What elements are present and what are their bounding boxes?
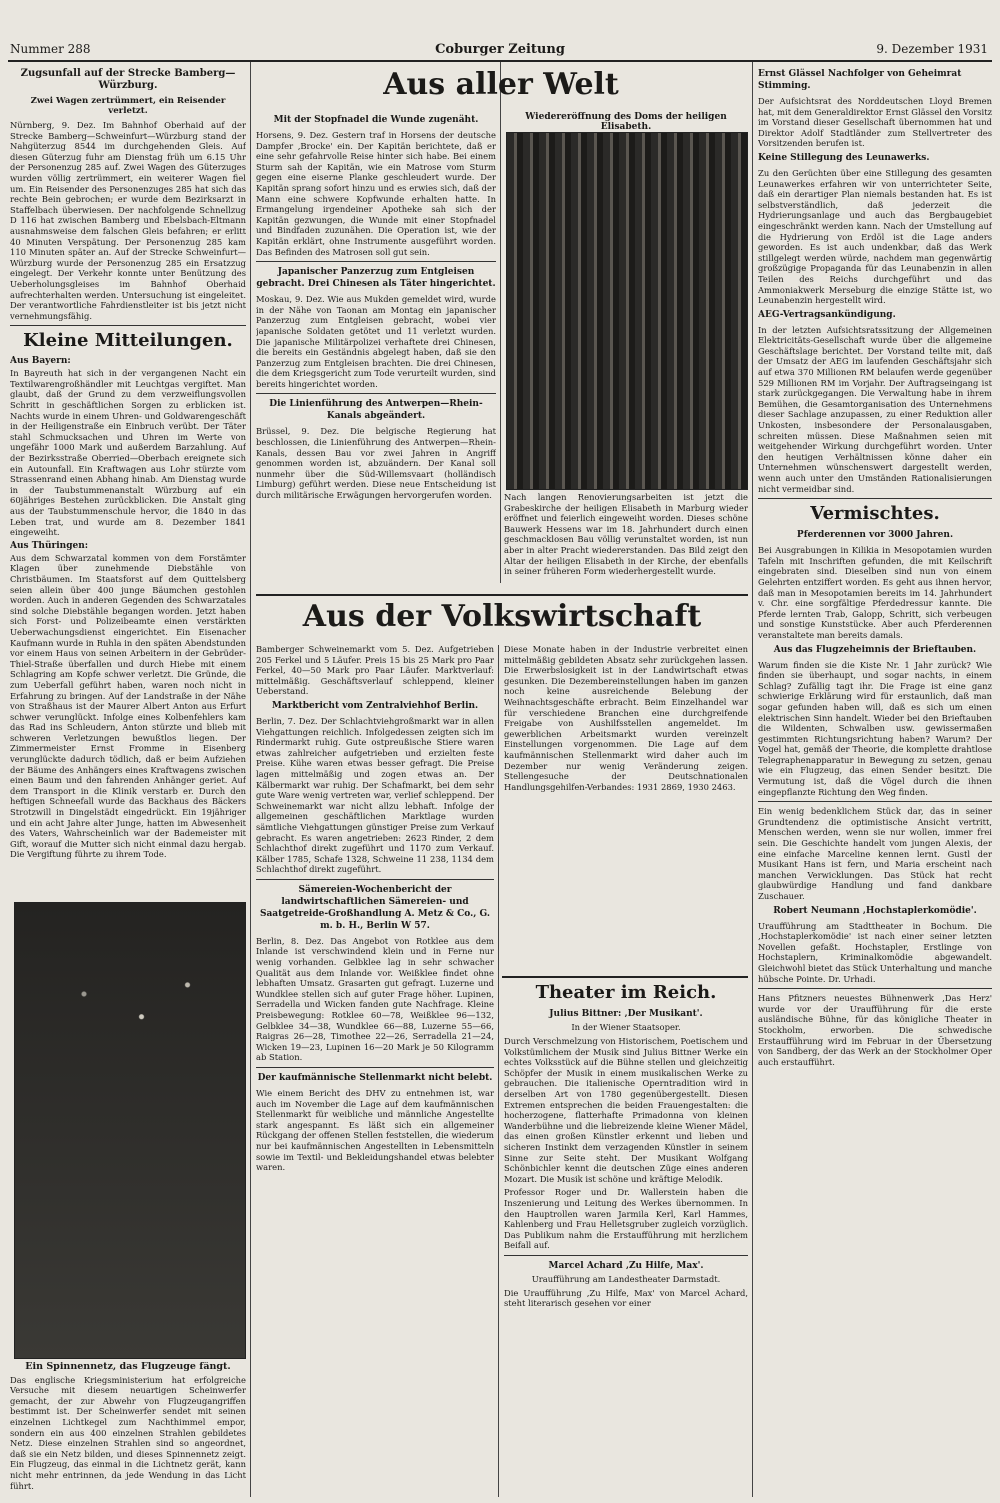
article-rule [256,261,496,262]
searchlight-net-photo [14,902,246,1359]
economy-column-b [504,644,748,974]
article-body: Bei Ausgrabungen in Kilikia in Mesopotamien wurden Tafeln mit Inschriften gefunden, die mit Keilschrift eingebraten sind. Dieselben sind nun von einem Gelehrten entziffert worden. Es geht aus ihnen hervor, daß man in Mesopotamien bereits im 14. Jahrhundert v. Chr. eine sorgfältige Pferdedressur kannte. Die Pferde lernten Trab, Galopp, Schritt, sich verbeugen und sonstige Kunststücke. Aber auch Pferderennen veranstaltete man bereits damals. [758,545,992,640]
article-body: Ein wenig bedenklichem Stück dar, das in seiner Grundtendenz die optimistische Ansicht vertritt, Menschen werden, wenn sie nur wollen, immer frei sein. Die Geschichte handelt vom jungen Alexis, der eine einfache Marceline kennen lernt. Gustl der Musikant Hans ist fern, und Maria erscheint nach manchen Verwicklungen. Das Stück hat recht glaubwürdige Handlung und fand dankbare Zuschauer. [758,806,992,901]
column-1 [10,66,246,894]
caption-title: Ein Spinnennetz, das Flugzeuge fängt. [25,1362,231,1372]
article-headline: Der kaufmännische Stellenmarkt nicht belebt. [257,1073,493,1083]
article-headline: Sämereien-Wochenbericht der landwirtschaftlichen Sämereien- und Saatgetreide-Großhandlung A. Metz & Co., G. m. b. H., Berlin W 57. [259,884,491,931]
article-body: Horsens, 9. Dez. Gestern traf in Horsens der deutsche Dampfer ‚Brocke' ein. Der Kapitän berichtete, daß er eine sehr gefahrvolle Reise hinter sich habe. Bei einem Sturm sah der Kapitän, wie ein Matrose vom Sturm gegen eine eiserne Planke geschleudert wurde. Der Kapitän sprang sofort hinzu und es erwies sich, daß der Mann eine schwere Kopfwunde erhalten hatte. In Ermangelung irgendeiner Apotheke sah sich der Kapitän gezwungen, die Wunde mit einer Stopfnadel und Bindfaden zuzunähen. Die Operation ist, wie der Kapitän erklärt, ohne Instrumente ausgeführt worden. Das Befinden des Matrosen soll gut sein. [256,130,496,257]
section-rule [10,325,246,326]
article-body: Wie einem Bericht des DHV zu entnehmen ist, war auch im November die Lage auf dem kaufmännischen Stellenmarkt für weibliche und männliche Angestellte stark angespannt. Es läßt sich ein allgemeiner Rückgang der offenen Stellen feststellen, die wiederum nur bei kaufmännischen Angestellten in Lebensmitteln sowie im Textil- und Bekleidungshandel etwas belebter waren. [256,1088,494,1173]
article-rule [256,1067,494,1068]
article-body: Hans Pfitzners neuestes Bühnenwerk ‚Das Herz' wurde vor der Uraufführung für die erste ausländische Bühne, für das königliche Theater in Stockholm, erworben. Die schwedische Erstaufführung wird im Februar in der Übersetzung von Sandberg, der das Werk an der Stockholmer Oper auch erstaufführt. [758,993,992,1067]
issue-date: 9. Dezember 1931 [876,42,988,56]
article-headline: Marcel Achard ‚Zu Hilfe, Max'. [548,1260,704,1271]
altar-photo [506,132,748,490]
article-rule [504,1255,748,1256]
region-heading: Aus Bayern: [10,356,71,367]
article-body: Zu den Gerüchten über eine Stillegung des gesamten Leunawerkes erfahren wir von unterrichteter Seite, daß ein derartiger Plan niemals bestanden hat. Es ist selbstverständlich, daß jederzeit die Hydrierungsanlage und auch das Bergbaugebiet eingeschränkt werden kann. Nach der Umstellung auf die Hydrierung von Erdöl ist die Lage anders geworden. Es ist auch undenkbar, daß das Werk stillgelegt werden würde, nachdem man gegenwärtig großzügige Propaganda für das Leunabenzin in allen Teilen des Reichs durchgeführt und das Ammoniakwerk Merseburg die einzige Stätte ist, wo Leunabenzin hergestellt wird. [758,167,992,306]
column-divider [500,62,501,583]
photo-headline: Wiedereröffnung des Doms der heiligen Elisabeth. [525,112,727,132]
article-rule [758,988,992,989]
column-4 [758,66,992,1496]
article-headline: Marktbericht vom Zentralviehhof Berlin. [271,700,479,711]
section-banner [256,66,746,110]
article-headline: Ernst Glässel Nachfolger von Geheimrat Stimming. [758,69,962,91]
column-divider [250,62,251,1497]
article-subheadline: Uraufführung am Landestheater Darmstadt. [531,1273,721,1284]
article-headline: Aus das Flugzeheimnis der Brieftauben. [773,644,977,655]
economy-column-a [256,644,494,1496]
article-body: Moskau, 9. Dez. Wie aus Mukden gemeldet wird, wurde in der Nähe von Taonan am Montag ein japanischer Panzerzug zum Entgleisen gebracht, wobei vier japanische Soldaten getötet und 11 verletzt wurden. Die japanische Militärpolizei verhaftete drei Chinesen, die bereits ein Geständnis abgelegt haben, daß sie den Panzerzug zum Entgleisen brachten. Die drei Chinesen, die dem Kriegsgericht zum Tode verurteilt wurden, sind bereits hingerichtet worden. [256,294,496,389]
article-body: Diese Monate haben in der Industrie verbreitet einen mittelmäßig gebildeten Absatz sehr zurückgehen lassen. Die Erwerbslosigkeit ist in der Landwirtschaft etwas gesunken. Die Dezembereinstellungen haben im ganzen noch keine ausreichende Belebung der Weihnachtsgeschäfte erbracht. Beim Einzelhandel war für verschiedene Branchen eine durchgreifende Freigabe von Aushilfsstellen angemeldet. Im gewerblichen Arbeitsmarkt wurden vereinzelt Einstellungen vorgenommen. Die Lage auf dem kaufmännischen Stellenmarkt wird daher auch im Dezember nur wenig Veränderung zeigen. Stellengesuche der Deutschnationalen Handlungsgehilfen-Verbandes: 1931 2869, 1930 2463. [504,644,748,792]
article-body: Nürnberg, 9. Dez. Im Bahnhof Oberhaid auf der Strecke Bamberg—Schweinfurt—Würzburg stand der Nahgüterzug 8544 im durchgehenden Gleis. Auf diesen Güterzug fuhr am Dienstag früh um 6.15 Uhr der Personenzug 285 auf. Zwei Wagen des Güterzuges wurden völlig zertrümmert, ein weiterer Wagen fiel um. Ein Reisender des Personenzuges 285 hat sich das rechte Bein gebrochen; er wurde dem Bezirksarzt in Staffelbach überwiesen. Der nachfolgende Schnellzug D 116 hat zwischen Bamberg und Ebelsbach-Eltmann ausnahmsweise dem falschen Gleis befahren; er erlitt 40 Minuten Verspätung. Der Personenzug 285 kam 110 Minuten später an. Auf der Strecke Schweinfurt—Würzburg wurde der Personenzug 285 ein Ersatzzug eingelegt. Der Verkehr konnte unter Benützung des Ueberholungsgleises im Bahnhof Oberhaid aufrechterhalten werden. Untersuchung ist eingeleitet. Der verantwortliche Fahrdienstleiter ist bis jetzt nicht vernehmungsfähig. [10,120,246,321]
article-headline: Robert Neumann ‚Hochstaplerkomödie'. [773,905,977,916]
theater-column [504,980,748,1496]
article-headline: Japanischer Panzerzug zum Entgleisen gebracht. Drei Chinesen als Täter hingerichtet. [256,267,496,290]
article-body: Die Uraufführung ‚Zu Hilfe, Max' von Marcel Achard, steht literarisch gesehen vor einer [504,1287,748,1309]
article-headline: Mit der Stopfnadel die Wunde zugenäht. [273,115,479,125]
article-body: In der letzten Aufsichtsratssitzung der Allgemeinen Elektricitäts-Gesellschaft wurde über die allgemeine Geschäftslage berichtet. Der Vorstand teilte mit, daß der Umsatz der AEG im laufenden Geschäftsjahr sich auf etwa 370 Millionen RM belaufen werde gegenüber 529 Millionen RM im Vorjahr. Der Auftragseingang ist stark zurückgegangen. Die Verwaltung habe in ihrem Bemühen, die Gesamtorganisation des Unternehmens dieser Sachlage anzupassen, zu einer Reduktion aller Unkosten, insbesondere der Personalausgaben, schreiten müssen. Diese Maßnahmen seien mit weitgehender Wirkung durchgeführt worden. Unter den heutigen Verhältnissen könne daher ein Unternehmen wünschenswert dargestellt werden, wenn auch unter den Umständen Rationalisierungen nicht vermeidbar sind. [758,324,992,494]
article-body: Bamberger Schweinemarkt vom 5. Dez. Aufgetrieben 205 Ferkel und 5 Läufer. Preis 15 bis 25 Mark pro Paar Ferkel, 40—50 Mark pro Paar Läufer. Marktverlauf: mittelmäßig. Geschäftsverlauf schleppend, kleiner Ueberstand. [256,644,494,697]
article-body: Brüssel, 9. Dez. Die belgische Regierung hat beschlossen, die Linienführung des Antwerpen—Rhein-Kanals, dessen Bau vor zwei Jahren in Angriff genommen worden ist, abzuändern. Der Kanal soll nunmehr über die Süd-Willemsvaart (holländisch Limburg) geführt werden. Diese neue Entscheidung ist durch militärische Erwägungen hervorgerufen worden. [256,426,496,501]
article-headline: Die Linienführung des Antwerpen—Rhein-Kanals abgeändert. [269,399,483,422]
article-body: Durch Verschmelzung von Historischem, Poetischem und Volkstümlichem der Musik sind Julius Bittner Werke ein echtes Volksstück auf die Bühne stellen und gleichzeitig Schöpfer der Musik in einem musikalischen Werke zu gebrauchen. Die italienische Operntradition wird in derselben Art von 1780 gegenübergestellt. Diesen Extremen entsprechen die beiden Frauengestalten: die hocherzogene, flatterhafte Primadonna von kleinen Wanderbühne und die liebreizende kleine Wiener Mädel, das einen großen Künstler erkennt und lieben und sicheren Instinkt dem verzagenden Künstler in seinem Sinne zur Seite steht. Der Musikant Wolfgang Schönbichler kennt die deutschen Züge eines anderen Mozart. Die Musik ist schöne und kräftige Melodik. [504,1036,748,1184]
section-title: Theater im Reich. [535,982,717,1003]
masthead [0,0,1000,60]
article-headline: Zugsunfall auf der Strecke Bamberg—Würzburg. [20,68,236,91]
section-rule [758,498,992,499]
newspaper-title: Coburger Zeitung [435,42,565,57]
column-2 [256,112,496,590]
article-body: Uraufführung am Stadttheater in Bochum. Die ‚Hochstaplerkomödie' ist nach einer seiner letzten Novellen gefaßt. Hochstapler, Erstlinge von Hochstaplern, Kriminalkomödie abgewandelt. Gleichwohl bietet das Stück Unterhaltung und manche hübsche Pointe. Dr. Urhadi. [758,920,992,984]
column-divider [752,62,753,1497]
article-body: Aus dem Schwarzatal kommen von dem Forstämter Klagen über zunehmende Diebstähle von Christbäumen. Im Staatsforst auf dem Quittelsberg seien allein über 400 junge Bäumchen gestohlen worden. Auch in anderen Gegenden des Schwarzatales sind solche Diebstähle begangen worden. Jetzt haben sich Forst- und Polizeibeamte einen verstärkten Ueberwachungsdienst eingerichtet. Ein Eisenacher Kaufmann wurde in Ruhla in den späten Abendstunden vor einem Haus von seinen Arbeitern in der Gebrüder-Thiel-Straße überfallen und durch Hiebe mit einem Schlagring am Kopfe schwer verletzt. Die Gründe, die zum Ueberfall geführt haben, waren noch nicht in Erfahrung zu bringen. Auf der Landstraße in der Nähe von Straßhaus ist der Maurer Albert Anton aus Erfurt schwer verunglückt. Infolge eines Kolbenfehlers kam das Rad ins Schleudern, Anton stürzte und blieb mit schweren Verletzungen bewußtlos liegen. Der Zimmermeister Ernst Fromme in Eisenberg verunglückte dadurch tödlich, daß er beim Aufziehen der Bäume des Anhängers eines Kraftwagens zwischen einen Baum und den fahrenden Anhänger geriet. Auf dem Transport in die Klinik verstarb er. Durch den heftigen Schneefall wurde das Backhaus des Bäckers Strotzwill in Dingelstädt eingedrückt. Ein 19jähriger und ein acht Jahre alter Junge, hatten im Abwesenheit des Vaters, Wahrscheinlich war der Bademeister mit Gift, worauf die Mutter sich nicht einmal dazu hergab. Die Vergiftung führte zu ihrem Tode. [10,552,246,860]
article-rule [256,393,496,394]
article-body: In Bayreuth hat sich in der vergangenen Nacht ein Textilwarengroßhändler mit Leuchtgas vergiftet. Man glaubt, daß der Grund zu dem verzweiflungsvollen Schritt in geschäftlichen Sorgen zu erblicken ist. Nachts wurde in einem Uhren- und Goldwarengeschäft in der Heiligenstraße ein Einbruch verübt. Der Täter stahl Schmucksachen und Uhren im Werte von ungefähr 1000 Mark und außerdem Barzahlung. Auf der Bezirksstraße Oberried—Oberbach ereignete sich ein Autounfall. Ein Kraftwagen aus Lohr stürzte vom Strassenrand einen Abhang hinab. Am Dienstag wurde in der Taubstummenanstalt Würzburg auf ein 60jähriges Bestehen zurückblicken. Die Anstalt ging aus der Taubstummenschule hervor, die 1840 in das Leben trat, und wurde am 8. Dezember 1841 eingeweiht. [10,368,246,538]
column-divider [498,645,499,1497]
caption-text: Das englische Kriegsministerium hat erfolgreiche Versuche mit diesem neuartigen Scheinwerfer gemacht, der zur Abwehr von Flugzeugangriffen bestimmt ist. Der Scheinwerfer sendet mit seinen einzelnen Lichtkegel zum Nachthimmel empor, sondern ein aus 400 einzelnen Strahlen gebildetes Netz. Diese einzelnen Strahlen sind so angeordnet, daß sie ein Netz bilden, und dieses Spinnennetz zeigt. Ein Flugzeug, das einmal in die Lichtnetz gerät, kann nicht mehr entrinnen, da jede Wendung in das Licht führt. [10,1374,246,1491]
photo-headline-box [504,112,748,132]
article-headline: AEG-Vertragsankündigung. [758,309,896,320]
issue-number: Nummer 288 [10,42,91,56]
article-subheadline: Zwei Wagen zertrümmert, ein Reisender verletzt. [30,96,226,116]
article-body: Berlin, 7. Dez. Der Schlachtviehgroßmarkt war in allen Viehgattungen reichlich. Infolgedessen zeigten sich im Rindermarkt ruhig. Gute ostpreußische Stiere waren etwas zahlreicher aufgetrieben und erzielten feste Preise. Kühe waren etwas besser gefragt. Die Preise lagen mittelmäßig und zogen etwas an. Der Kälbermarkt war ruhig. Der Schafmarkt, bei dem sehr gute Ware wenig vertreten war, verlief schleppend. Der Schweinemarkt war nicht allzu lebhaft. Infolge der allgemeinen geschäftlichen Marktlage wurden sämtliche Viehgattungen günstiger Preise zum Verkauf gebracht. Es waren angetrieben: 2623 Rinder, 2 dem Schlachthof direkt zugeführt und 1170 zum Verkauf. Kälber 1785, Schafe 1328, Schweine 11 238, 1134 dem Schlachthof direkt zugeführt. [256,715,494,875]
section-rule [256,594,748,596]
article-body: Der Aufsichtsrat des Norddeutschen Lloyd Bremen hat, mit dem Generaldirektor Ernst Glässel den Vorsitz im Vorstand dieser Gesellschaft übernommen hat und Direktor Adolf Stadtländer zum Stellvertreter des Vorsitzenden berufen ist. [758,96,992,149]
section-headline: Vermischtes. [810,503,940,525]
article-headline: Julius Bittner: ‚Der Musikant'. [549,1009,703,1019]
section-title: Aus aller Welt [383,67,619,102]
photo-caption [10,1362,246,1498]
section-title: Aus der Volkswirtschaft [302,599,702,634]
region-heading: Aus Thüringen: [10,540,89,551]
article-subheadline: In der Wiener Staatsoper. [571,1022,681,1032]
caption-text: Nach langen Renovierungsarbeiten ist jetzt die Grabeskirche der heiligen Elisabeth in Marburg wieder eröffnet und feierlich eingeweiht worden. Dieses schöne Bauwerk Hessens war im 18. Jahrhundert durch einen geschmacklosen Bau völlig verunstaltet worden, ist nun aber in alter Pracht wiedererstanden. Das Bild zeigt den Altar der heiligen Elisabeth in der Kirche, der ebenfalls in seiner früheren Form wiederhergestellt wurde. [504,492,748,577]
article-body: Warum finden sie die Kiste Nr. 1 Jahr zurück? Wie finden sie überhaupt, und sogar nachts, in einem Schlag? Zufällig tagt ihr. Die Frage ist eine ganz schwierige Erklärung wird für erstaunlich, daß man sogar gefunden haben will, daß es sich um einen elektrischen Sinn handelt. Wieder bei den Brieftauben die Wildenten, Schwalben usw. gewissermaßen gestimmten Richtungsrichtung haben? Warum? Der Vogel hat, gemäß der Theorie, die komplette drahtlose Telegraphenapparatur in Bewegung zu setzen, genau wie ein Flugzeug, das einen Sender besitzt. Die Vermutung ist, daß die Vögel durch die ihnen eingepflanzte Richtung den Weg finden. [758,659,992,797]
section-headline: Kleine Mitteilungen. [23,330,233,352]
article-rule [256,879,494,880]
article-rule [758,801,992,802]
section-rule [502,976,748,978]
article-headline: Pferderennen vor 3000 Jahren. [796,530,954,541]
photo-caption [504,492,748,590]
article-body: Berlin, 8. Dez. Das Angebot von Rotklee aus dem Inlande ist verschwindend klein und in Ferne nur wenig vorhanden. Gelbklee lag in sehr schwacher Qualität aus dem Inlande vor. Weißklee findet ohne lebhaften Umsatz. Grasarten gut gefragt. Luzerne und Wundklee stellen sich auf guter Frage höher. Lupinen, Serradella und Wicken fanden gute Nachfrage. Kleine Preisbewegung: Rotklee 60—78, Weißklee 96—132, Gelbklee 34—38, Wundklee 66—88, Luzerne 55—66, Raigras 26—28, Timothee 22—26, Serradella 21—24, Wicken 19—23, Lupinen 16—20 Mark je 50 Kilogramm ab Station. [256,935,494,1063]
section-banner [256,598,748,640]
article-body: Professor Roger und Dr. Wallerstein haben die Inszenierung und Leitung des Werkes übernommen. In den Hauptrollen waren Jarmila Kerl, Karl Hammes, Kahlenberg und Frau Helletsgruber zugleich vorzüglich. Das Publikum nahm die Erstaufführung mit herzlichem Beifall auf. [504,1187,748,1251]
article-headline: Keine Stillegung des Leunawerks. [758,152,930,163]
